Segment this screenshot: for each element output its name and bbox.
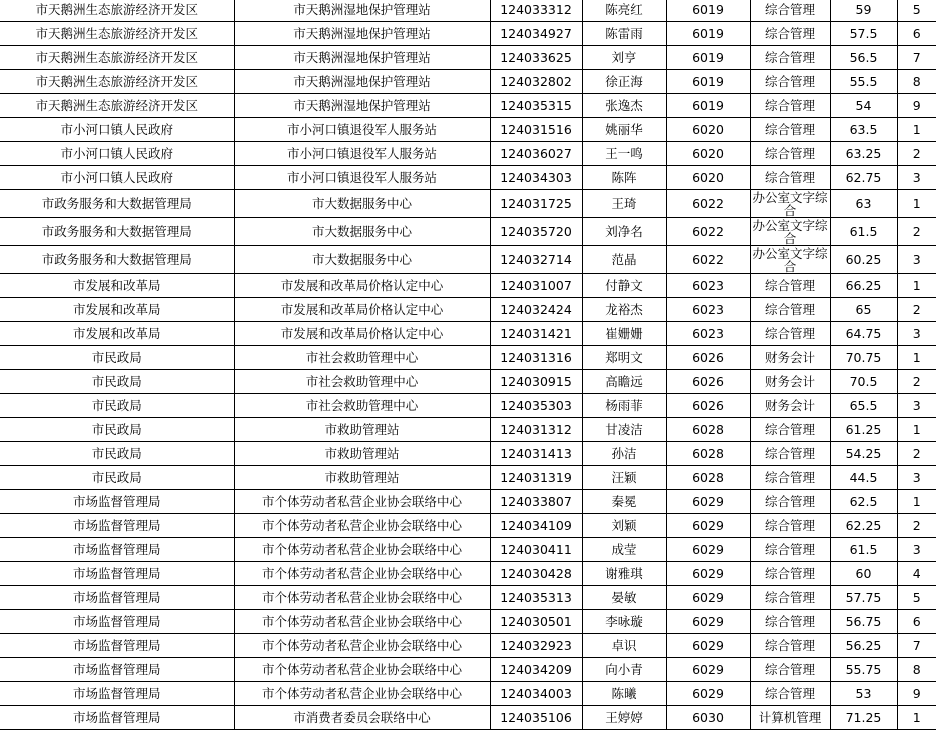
table-row <box>0 94 936 118</box>
name-cell: 甘凌洁 <box>582 418 666 442</box>
department-cell: 市场监督管理局 <box>0 706 234 730</box>
ticket-number-cell: 124034003 <box>490 682 582 706</box>
position-code-cell: 6019 <box>666 70 750 94</box>
rank-cell: 3 <box>897 246 936 274</box>
position-name-cell: 计算机管理 <box>750 706 830 730</box>
score-cell: 44.5 <box>830 466 897 490</box>
unit-cell: 市大数据服务中心 <box>234 190 490 218</box>
position-name-cell: 综合管理 <box>750 466 830 490</box>
unit-cell: 市个体劳动者私营企业协会联络中心 <box>234 514 490 538</box>
score-cell: 54.25 <box>830 442 897 466</box>
ticket-number-cell: 124030428 <box>490 562 582 586</box>
position-name-cell: 综合管理 <box>750 634 830 658</box>
score-cell: 56.5 <box>830 46 897 70</box>
position-code-cell: 6029 <box>666 634 750 658</box>
ticket-number-cell: 124031316 <box>490 346 582 370</box>
rank-cell: 1 <box>897 118 936 142</box>
department-cell: 市场监督管理局 <box>0 682 234 706</box>
name-cell: 李咏璇 <box>582 610 666 634</box>
department-cell: 市民政局 <box>0 466 234 490</box>
table-row <box>0 0 936 22</box>
position-code-cell: 6029 <box>666 538 750 562</box>
unit-cell: 市个体劳动者私营企业协会联络中心 <box>234 658 490 682</box>
table-row <box>0 634 936 658</box>
table-row <box>0 298 936 322</box>
rank-cell: 1 <box>897 490 936 514</box>
name-cell: 孙洁 <box>582 442 666 466</box>
rank-cell: 7 <box>897 634 936 658</box>
unit-cell: 市救助管理站 <box>234 418 490 442</box>
ticket-number-cell: 124031516 <box>490 118 582 142</box>
position-code-cell: 6026 <box>666 370 750 394</box>
ticket-number-cell: 124035303 <box>490 394 582 418</box>
table-row <box>0 658 936 682</box>
unit-cell: 市大数据服务中心 <box>234 218 490 246</box>
score-cell: 57.5 <box>830 22 897 46</box>
unit-cell: 市社会救助管理中心 <box>234 370 490 394</box>
department-cell: 市民政局 <box>0 418 234 442</box>
name-cell: 王琦 <box>582 190 666 218</box>
table-row <box>0 22 936 46</box>
name-cell: 高瞻远 <box>582 370 666 394</box>
ticket-number-cell: 124033625 <box>490 46 582 70</box>
table-row <box>0 218 936 246</box>
rank-cell: 1 <box>897 190 936 218</box>
table-row <box>0 142 936 166</box>
department-cell: 市发展和改革局 <box>0 274 234 298</box>
name-cell: 谢雅琪 <box>582 562 666 586</box>
unit-cell: 市天鹅洲湿地保护管理站 <box>234 94 490 118</box>
position-code-cell: 6020 <box>666 118 750 142</box>
position-code-cell: 6019 <box>666 46 750 70</box>
score-cell: 62.5 <box>830 490 897 514</box>
unit-cell: 市救助管理站 <box>234 466 490 490</box>
rank-cell: 6 <box>897 610 936 634</box>
unit-cell: 市发展和改革局价格认定中心 <box>234 322 490 346</box>
table-row <box>0 246 936 274</box>
table-row <box>0 586 936 610</box>
position-name-cell: 办公室文字综合 <box>750 190 830 218</box>
position-name-cell: 综合管理 <box>750 22 830 46</box>
position-code-cell: 6029 <box>666 586 750 610</box>
department-cell: 市天鹅洲生态旅游经济开发区 <box>0 22 234 46</box>
position-code-cell: 6030 <box>666 706 750 730</box>
ticket-number-cell: 124035720 <box>490 218 582 246</box>
name-cell: 成莹 <box>582 538 666 562</box>
score-cell: 61.5 <box>830 538 897 562</box>
unit-cell: 市发展和改革局价格认定中心 <box>234 274 490 298</box>
score-cell: 55.75 <box>830 658 897 682</box>
department-cell: 市小河口镇人民政府 <box>0 118 234 142</box>
position-code-cell: 6019 <box>666 0 750 22</box>
ticket-number-cell: 124031725 <box>490 190 582 218</box>
unit-cell: 市个体劳动者私营企业协会联络中心 <box>234 610 490 634</box>
position-code-cell: 6023 <box>666 298 750 322</box>
position-code-cell: 6029 <box>666 490 750 514</box>
unit-cell: 市消费者委员会联络中心 <box>234 706 490 730</box>
name-cell: 秦冕 <box>582 490 666 514</box>
unit-cell: 市个体劳动者私营企业协会联络中心 <box>234 586 490 610</box>
position-code-cell: 6029 <box>666 514 750 538</box>
department-cell: 市小河口镇人民政府 <box>0 166 234 190</box>
table-row <box>0 514 936 538</box>
position-code-cell: 6029 <box>666 562 750 586</box>
table-row <box>0 274 936 298</box>
name-cell: 崔姗姗 <box>582 322 666 346</box>
ticket-number-cell: 124031319 <box>490 466 582 490</box>
position-code-cell: 6029 <box>666 658 750 682</box>
rank-cell: 6 <box>897 22 936 46</box>
position-code-cell: 6022 <box>666 218 750 246</box>
ticket-number-cell: 124031312 <box>490 418 582 442</box>
rank-cell: 8 <box>897 658 936 682</box>
table-row <box>0 466 936 490</box>
position-name-cell: 综合管理 <box>750 586 830 610</box>
rank-cell: 3 <box>897 466 936 490</box>
ticket-number-cell: 124033312 <box>490 0 582 22</box>
table-row <box>0 370 936 394</box>
ticket-number-cell: 124033807 <box>490 490 582 514</box>
ticket-number-cell: 124030411 <box>490 538 582 562</box>
score-cell: 66.25 <box>830 274 897 298</box>
unit-cell: 市天鹅洲湿地保护管理站 <box>234 70 490 94</box>
department-cell: 市场监督管理局 <box>0 634 234 658</box>
position-name-cell: 综合管理 <box>750 322 830 346</box>
position-name-cell: 财务会计 <box>750 394 830 418</box>
department-cell: 市场监督管理局 <box>0 610 234 634</box>
score-cell: 70.75 <box>830 346 897 370</box>
name-cell: 卓识 <box>582 634 666 658</box>
unit-cell: 市救助管理站 <box>234 442 490 466</box>
position-code-cell: 6028 <box>666 466 750 490</box>
department-cell: 市天鹅洲生态旅游经济开发区 <box>0 94 234 118</box>
position-name-cell: 综合管理 <box>750 514 830 538</box>
name-cell: 陈曦 <box>582 682 666 706</box>
table-row <box>0 166 936 190</box>
position-name-cell: 办公室文字综合 <box>750 218 830 246</box>
position-name-cell: 综合管理 <box>750 46 830 70</box>
ticket-number-cell: 124031007 <box>490 274 582 298</box>
unit-cell: 市个体劳动者私营企业协会联络中心 <box>234 634 490 658</box>
position-code-cell: 6022 <box>666 246 750 274</box>
department-cell: 市民政局 <box>0 370 234 394</box>
score-cell: 62.75 <box>830 166 897 190</box>
score-cell: 60 <box>830 562 897 586</box>
position-code-cell: 6029 <box>666 682 750 706</box>
name-cell: 王婷婷 <box>582 706 666 730</box>
score-cell: 61.25 <box>830 418 897 442</box>
score-cell: 59 <box>830 0 897 22</box>
position-code-cell: 6026 <box>666 346 750 370</box>
position-name-cell: 办公室文字综合 <box>750 246 830 274</box>
rank-cell: 1 <box>897 346 936 370</box>
rank-cell: 3 <box>897 322 936 346</box>
department-cell: 市场监督管理局 <box>0 562 234 586</box>
department-cell: 市发展和改革局 <box>0 322 234 346</box>
table-row <box>0 70 936 94</box>
position-code-cell: 6019 <box>666 94 750 118</box>
name-cell: 范晶 <box>582 246 666 274</box>
unit-cell: 市发展和改革局价格认定中心 <box>234 298 490 322</box>
department-cell: 市发展和改革局 <box>0 298 234 322</box>
rank-cell: 9 <box>897 682 936 706</box>
position-name-cell: 综合管理 <box>750 118 830 142</box>
name-cell: 张逸杰 <box>582 94 666 118</box>
position-code-cell: 6028 <box>666 418 750 442</box>
department-cell: 市政务服务和大数据管理局 <box>0 190 234 218</box>
position-code-cell: 6019 <box>666 22 750 46</box>
ticket-number-cell: 124030915 <box>490 370 582 394</box>
position-name-cell: 财务会计 <box>750 370 830 394</box>
name-cell: 徐正海 <box>582 70 666 94</box>
name-cell: 向小青 <box>582 658 666 682</box>
rank-cell: 3 <box>897 394 936 418</box>
department-cell: 市场监督管理局 <box>0 658 234 682</box>
score-cell: 62.25 <box>830 514 897 538</box>
unit-cell: 市社会救助管理中心 <box>234 394 490 418</box>
unit-cell: 市个体劳动者私营企业协会联络中心 <box>234 490 490 514</box>
rank-cell: 9 <box>897 94 936 118</box>
position-name-cell: 综合管理 <box>750 442 830 466</box>
position-code-cell: 6026 <box>666 394 750 418</box>
department-cell: 市天鹅洲生态旅游经济开发区 <box>0 0 234 22</box>
position-name-cell: 综合管理 <box>750 94 830 118</box>
unit-cell: 市小河口镇退役军人服务站 <box>234 118 490 142</box>
ticket-number-cell: 124032802 <box>490 70 582 94</box>
department-cell: 市场监督管理局 <box>0 514 234 538</box>
ticket-number-cell: 124034927 <box>490 22 582 46</box>
rank-cell: 3 <box>897 166 936 190</box>
position-code-cell: 6020 <box>666 142 750 166</box>
department-cell: 市政务服务和大数据管理局 <box>0 246 234 274</box>
department-cell: 市天鹅洲生态旅游经济开发区 <box>0 70 234 94</box>
table-row <box>0 706 936 730</box>
unit-cell: 市天鹅洲湿地保护管理站 <box>234 22 490 46</box>
position-name-cell: 综合管理 <box>750 0 830 22</box>
name-cell: 陈亮红 <box>582 0 666 22</box>
position-name-cell: 综合管理 <box>750 298 830 322</box>
name-cell: 龙裕杰 <box>582 298 666 322</box>
department-cell: 市天鹅洲生态旅游经济开发区 <box>0 46 234 70</box>
position-name-cell: 综合管理 <box>750 142 830 166</box>
name-cell: 姚丽华 <box>582 118 666 142</box>
ticket-number-cell: 124034109 <box>490 514 582 538</box>
rank-cell: 1 <box>897 706 936 730</box>
rank-cell: 1 <box>897 274 936 298</box>
position-name-cell: 综合管理 <box>750 70 830 94</box>
table-row <box>0 46 936 70</box>
unit-cell: 市社会救助管理中心 <box>234 346 490 370</box>
ticket-number-cell: 124031421 <box>490 322 582 346</box>
table-row <box>0 610 936 634</box>
unit-cell: 市个体劳动者私营企业协会联络中心 <box>234 682 490 706</box>
unit-cell: 市个体劳动者私营企业协会联络中心 <box>234 562 490 586</box>
position-name-cell: 综合管理 <box>750 658 830 682</box>
rank-cell: 3 <box>897 538 936 562</box>
position-code-cell: 6022 <box>666 190 750 218</box>
table-row <box>0 418 936 442</box>
unit-cell: 市小河口镇退役军人服务站 <box>234 166 490 190</box>
table-row <box>0 490 936 514</box>
rank-cell: 4 <box>897 562 936 586</box>
score-cell: 57.75 <box>830 586 897 610</box>
rank-cell: 2 <box>897 514 936 538</box>
rank-cell: 5 <box>897 586 936 610</box>
ticket-number-cell: 124035313 <box>490 586 582 610</box>
table-row <box>0 322 936 346</box>
position-name-cell: 综合管理 <box>750 418 830 442</box>
rank-cell: 2 <box>897 218 936 246</box>
ticket-number-cell: 124035106 <box>490 706 582 730</box>
unit-cell: 市天鹅洲湿地保护管理站 <box>234 46 490 70</box>
rank-cell: 2 <box>897 298 936 322</box>
name-cell: 晏敏 <box>582 586 666 610</box>
ticket-number-cell: 124032714 <box>490 246 582 274</box>
rank-cell: 5 <box>897 0 936 22</box>
department-cell: 市民政局 <box>0 442 234 466</box>
name-cell: 刘颖 <box>582 514 666 538</box>
department-cell: 市场监督管理局 <box>0 586 234 610</box>
ticket-number-cell: 124030501 <box>490 610 582 634</box>
score-cell: 53 <box>830 682 897 706</box>
position-name-cell: 综合管理 <box>750 682 830 706</box>
unit-cell: 市个体劳动者私营企业协会联络中心 <box>234 538 490 562</box>
score-cell: 56.75 <box>830 610 897 634</box>
score-cell: 63 <box>830 190 897 218</box>
position-name-cell: 综合管理 <box>750 166 830 190</box>
name-cell: 陈阵 <box>582 166 666 190</box>
table-row <box>0 682 936 706</box>
table-row <box>0 190 936 218</box>
name-cell: 杨雨菲 <box>582 394 666 418</box>
ticket-number-cell: 124035315 <box>490 94 582 118</box>
position-code-cell: 6020 <box>666 166 750 190</box>
department-cell: 市民政局 <box>0 394 234 418</box>
name-cell: 陈雷雨 <box>582 22 666 46</box>
unit-cell: 市大数据服务中心 <box>234 246 490 274</box>
score-cell: 54 <box>830 94 897 118</box>
position-code-cell: 6029 <box>666 610 750 634</box>
score-cell: 56.25 <box>830 634 897 658</box>
table-row <box>0 538 936 562</box>
name-cell: 刘亨 <box>582 46 666 70</box>
department-cell: 市小河口镇人民政府 <box>0 142 234 166</box>
position-name-cell: 综合管理 <box>750 490 830 514</box>
score-cell: 64.75 <box>830 322 897 346</box>
position-name-cell: 综合管理 <box>750 610 830 634</box>
name-cell: 郑明文 <box>582 346 666 370</box>
department-cell: 市政务服务和大数据管理局 <box>0 218 234 246</box>
name-cell: 王一鸣 <box>582 142 666 166</box>
ticket-number-cell: 124034209 <box>490 658 582 682</box>
position-name-cell: 财务会计 <box>750 346 830 370</box>
score-cell: 70.5 <box>830 370 897 394</box>
name-cell: 刘净名 <box>582 218 666 246</box>
name-cell: 付静文 <box>582 274 666 298</box>
ticket-number-cell: 124036027 <box>490 142 582 166</box>
table-row <box>0 346 936 370</box>
position-name-cell: 综合管理 <box>750 538 830 562</box>
ticket-number-cell: 124034303 <box>490 166 582 190</box>
score-cell: 65.5 <box>830 394 897 418</box>
name-cell: 汪颖 <box>582 466 666 490</box>
rank-cell: 1 <box>897 418 936 442</box>
rank-cell: 2 <box>897 442 936 466</box>
score-cell: 60.25 <box>830 246 897 274</box>
position-code-cell: 6028 <box>666 442 750 466</box>
department-cell: 市民政局 <box>0 346 234 370</box>
score-cell: 65 <box>830 298 897 322</box>
position-name-cell: 综合管理 <box>750 562 830 586</box>
position-code-cell: 6023 <box>666 274 750 298</box>
ticket-number-cell: 124031413 <box>490 442 582 466</box>
rank-cell: 2 <box>897 370 936 394</box>
department-cell: 市场监督管理局 <box>0 490 234 514</box>
score-cell: 71.25 <box>830 706 897 730</box>
unit-cell: 市天鹅洲湿地保护管理站 <box>234 0 490 22</box>
score-cell: 61.5 <box>830 218 897 246</box>
position-code-cell: 6023 <box>666 322 750 346</box>
ticket-number-cell: 124032923 <box>490 634 582 658</box>
unit-cell: 市小河口镇退役军人服务站 <box>234 142 490 166</box>
rank-cell: 2 <box>897 142 936 166</box>
score-cell: 63.25 <box>830 142 897 166</box>
table-row <box>0 442 936 466</box>
rank-cell: 8 <box>897 70 936 94</box>
score-cell: 55.5 <box>830 70 897 94</box>
table-row <box>0 562 936 586</box>
rank-cell: 7 <box>897 46 936 70</box>
ticket-number-cell: 124032424 <box>490 298 582 322</box>
department-cell: 市场监督管理局 <box>0 538 234 562</box>
table-row <box>0 394 936 418</box>
position-name-cell: 综合管理 <box>750 274 830 298</box>
score-cell: 63.5 <box>830 118 897 142</box>
table-row <box>0 118 936 142</box>
